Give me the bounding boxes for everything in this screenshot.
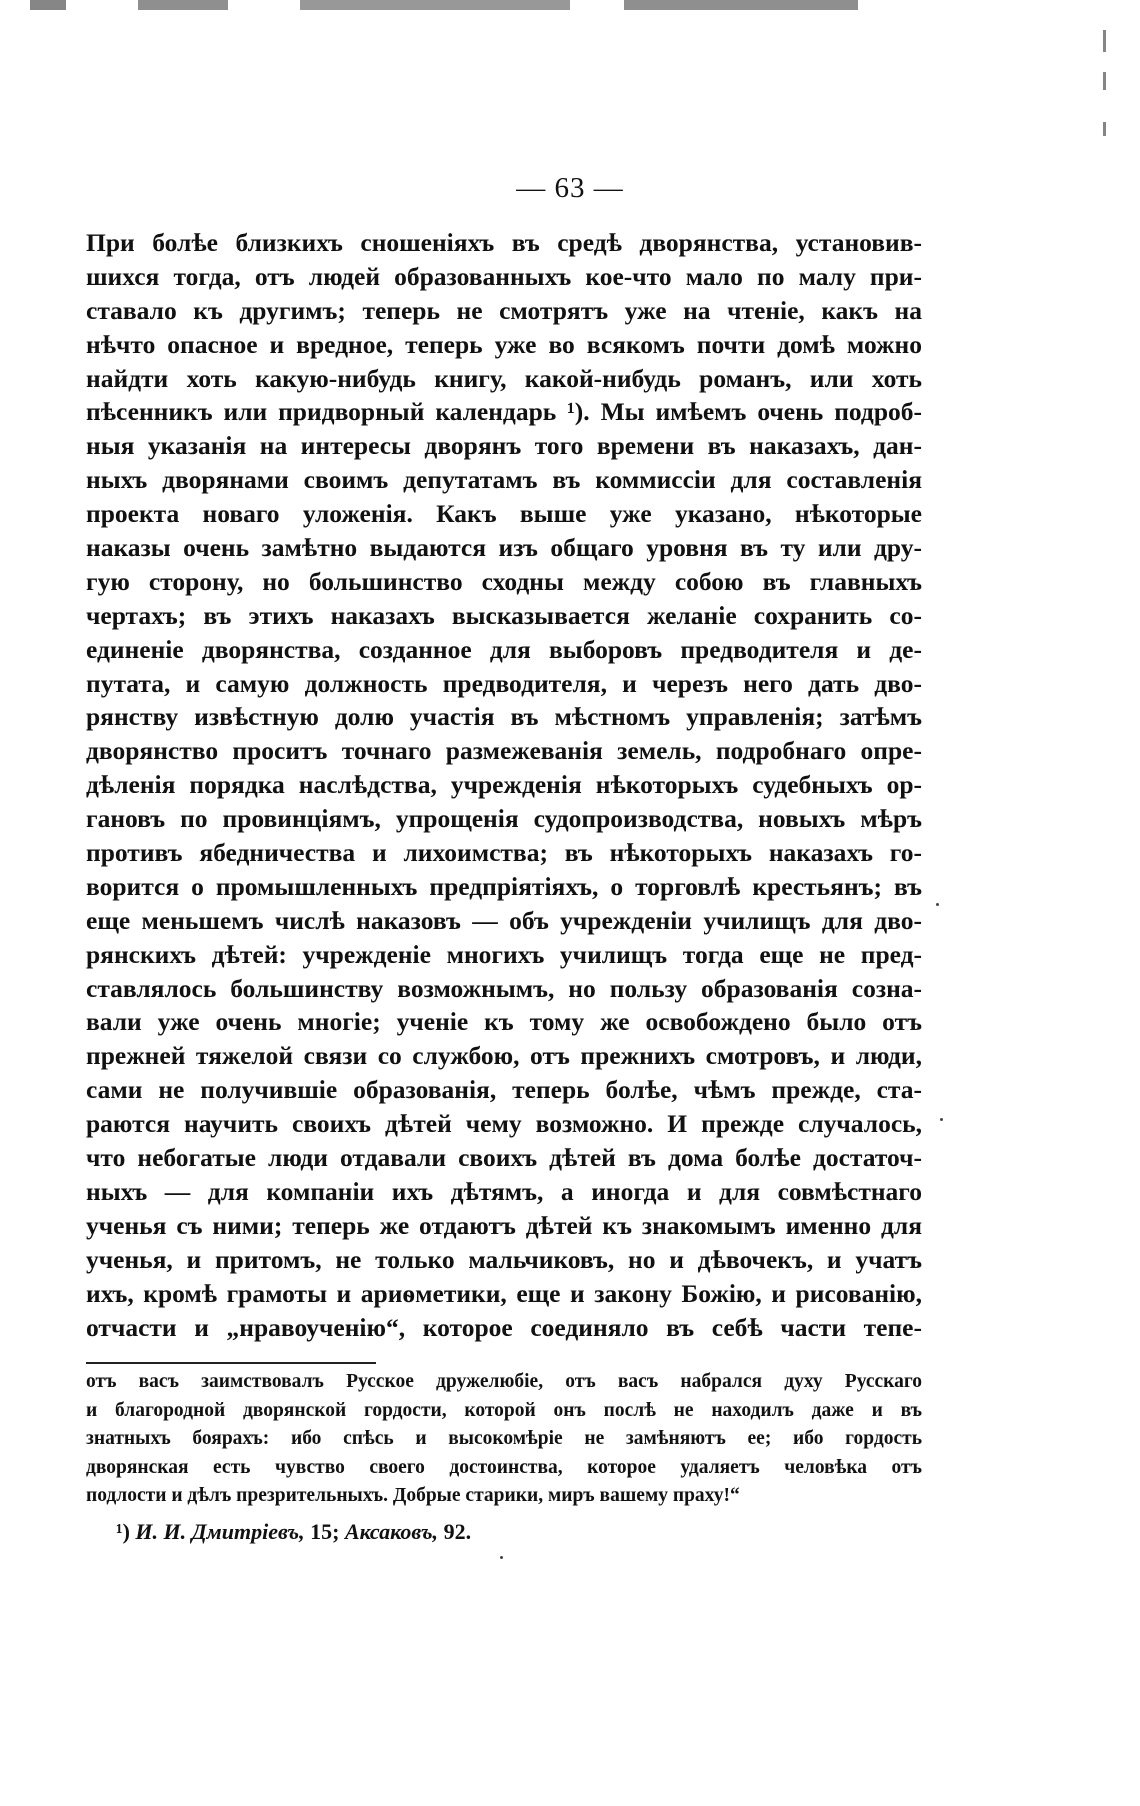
text-line: чертахъ; въ этихъ наказахъ высказывается желаніе сохранить со- — [86, 600, 922, 630]
text-line: ставлялось большинству возможнымъ, но пользу образованія созна- — [86, 973, 922, 1003]
text-line: ученья, и притомъ, не только мальчиковъ, но и дѣвочекъ, и учатъ — [86, 1244, 922, 1274]
text-line: шихся тогда, отъ людей образованныхъ кое-что мало по малу при- — [86, 261, 922, 291]
footnote-marker: ¹) — [116, 1518, 130, 1544]
scan-speck — [940, 1118, 943, 1121]
text-line: рянскихъ дѣтей: учрежденіе многихъ училищъ тогда еще не пред- — [86, 939, 922, 969]
footnote-line: подлости и дѣлъ презрительныхъ. Добрые старики, миръ вашему праху!“ — [86, 1485, 740, 1507]
scan-speck — [936, 903, 939, 906]
footnote-continuation — [86, 1368, 922, 1511]
footnote-page: 15; — [310, 1518, 340, 1544]
text-line: прежней тяжелой связи со службою, отъ прежнихъ смотровъ, и люди, — [86, 1041, 922, 1071]
text-line: пѣсенникъ или придворный календарь ¹). Мы имѣемъ очень подроб- — [86, 397, 922, 427]
footnote-author: Аксаковъ, — [344, 1518, 439, 1544]
footnote-line: отъ васъ заимствовалъ Русское дружелюбіе, отъ васъ набрался духу Русскаго — [86, 1371, 922, 1392]
text-line: вали уже очень многіе; ученіе къ тому же освобождено было отъ — [86, 1007, 922, 1037]
text-line: гую сторону, но большинство сходны между собою въ главныхъ — [86, 566, 922, 596]
text-line: сами не получившіе образованія, теперь болѣе, чѣмъ прежде, ста- — [86, 1075, 922, 1105]
text-line: рянству извѣстную долю участія въ мѣстномъ управленія; затѣмъ — [86, 702, 922, 732]
footnotes — [86, 1368, 922, 1549]
footnote-divider — [86, 1362, 376, 1364]
page-number: — 63 — — [516, 172, 624, 204]
text-line: проекта новаго уложенія. Какъ выше уже указано, нѣкоторые — [86, 499, 922, 529]
text-line: дворянство проситъ точнаго размежеванія земель, подробнаго опре- — [86, 736, 922, 766]
text-line: ихъ, кромѣ грамоты и ариѳметики, еще и закону Божію, и рисованію, — [86, 1278, 922, 1308]
text-line: найдти хоть какую-нибудь книгу, какой-нибудь романъ, или хоть — [86, 363, 922, 393]
scan-margin-mark — [1103, 122, 1106, 136]
text-line: ныхъ дворянами своимъ депутатамъ въ коммиссіи для составленія — [86, 465, 922, 495]
text-line: нѣчто опасное и вредное, теперь уже во всякомъ почти домѣ можно — [86, 329, 922, 359]
body-text — [86, 226, 922, 1344]
text-line: путата, и самую должность предводителя, и черезъ него дать дво- — [86, 668, 922, 698]
scan-speck — [500, 1556, 503, 1559]
scan-margin-mark — [1103, 72, 1106, 90]
text-line: раются научить своихъ дѣтей чему возможно. И прежде случалось, — [86, 1109, 922, 1139]
scan-margin-mark — [1103, 30, 1106, 52]
text-line: единеніе дворянства, созданное для выборовъ предводителя и де- — [86, 634, 922, 664]
footnote-1 — [86, 1515, 922, 1549]
text-line: ученья съ ними; теперь же отдаютъ дѣтей къ знакомымъ именно для — [86, 1210, 922, 1240]
text-line: ставало къ другимъ; теперь не смотрятъ уже на чтеніе, какъ на — [86, 295, 922, 325]
text-line: противъ ябедничества и лихоимства; въ нѣкоторыхъ наказахъ го- — [86, 838, 922, 868]
text-line: наказы очень замѣтно выдаются изъ общаго уровня въ ту или дру- — [86, 533, 922, 563]
text-line: еще меньшемъ числѣ наказовъ — объ учрежденіи училищъ для дво- — [86, 905, 922, 935]
text-line: ныя указанія на интересы дворянъ того времени въ наказахъ, дан- — [86, 431, 922, 461]
footnote-line: дворянская есть чувство своего достоинства, которое удаляетъ человѣка отъ — [86, 1456, 922, 1478]
footnote-line: знатныхъ боярахъ: ибо спѣсь и высокомѣріе не замѣняютъ ее; ибо гордость — [86, 1428, 922, 1450]
footnote-line: и благородной дворянской гордости, которой онъ послѣ не находилъ даже и въ — [86, 1399, 922, 1421]
text-line: ныхъ — для компаніи ихъ дѣтямъ, а иногда и для совмѣстнаго — [86, 1176, 922, 1206]
text-line: дѣленія порядка наслѣдства, учрежденія нѣкоторыхъ судебныхъ ор- — [86, 770, 922, 800]
scan-edge-artifact — [30, 0, 930, 10]
text-line: гановъ по провинціямъ, упрощенія судопроизводства, новыхъ мѣръ — [86, 804, 922, 834]
text-line: ворится о промышленныхъ предпріятіяхъ, о торговлѣ крестьянъ; въ — [86, 871, 922, 901]
text-line: При болѣе близкихъ сношеніяхъ въ средѣ дворянства, установив- — [86, 228, 922, 257]
footnote-page: 92. — [443, 1518, 472, 1544]
text-line: отчасти и „нравоученію“, которое соединяло въ себѣ части тепе- — [86, 1312, 922, 1342]
text-line: что небогатые люди отдавали своихъ дѣтей въ дома болѣе достаточ- — [86, 1143, 922, 1173]
footnote-author: И. И. Дмитріевъ, — [135, 1518, 305, 1544]
